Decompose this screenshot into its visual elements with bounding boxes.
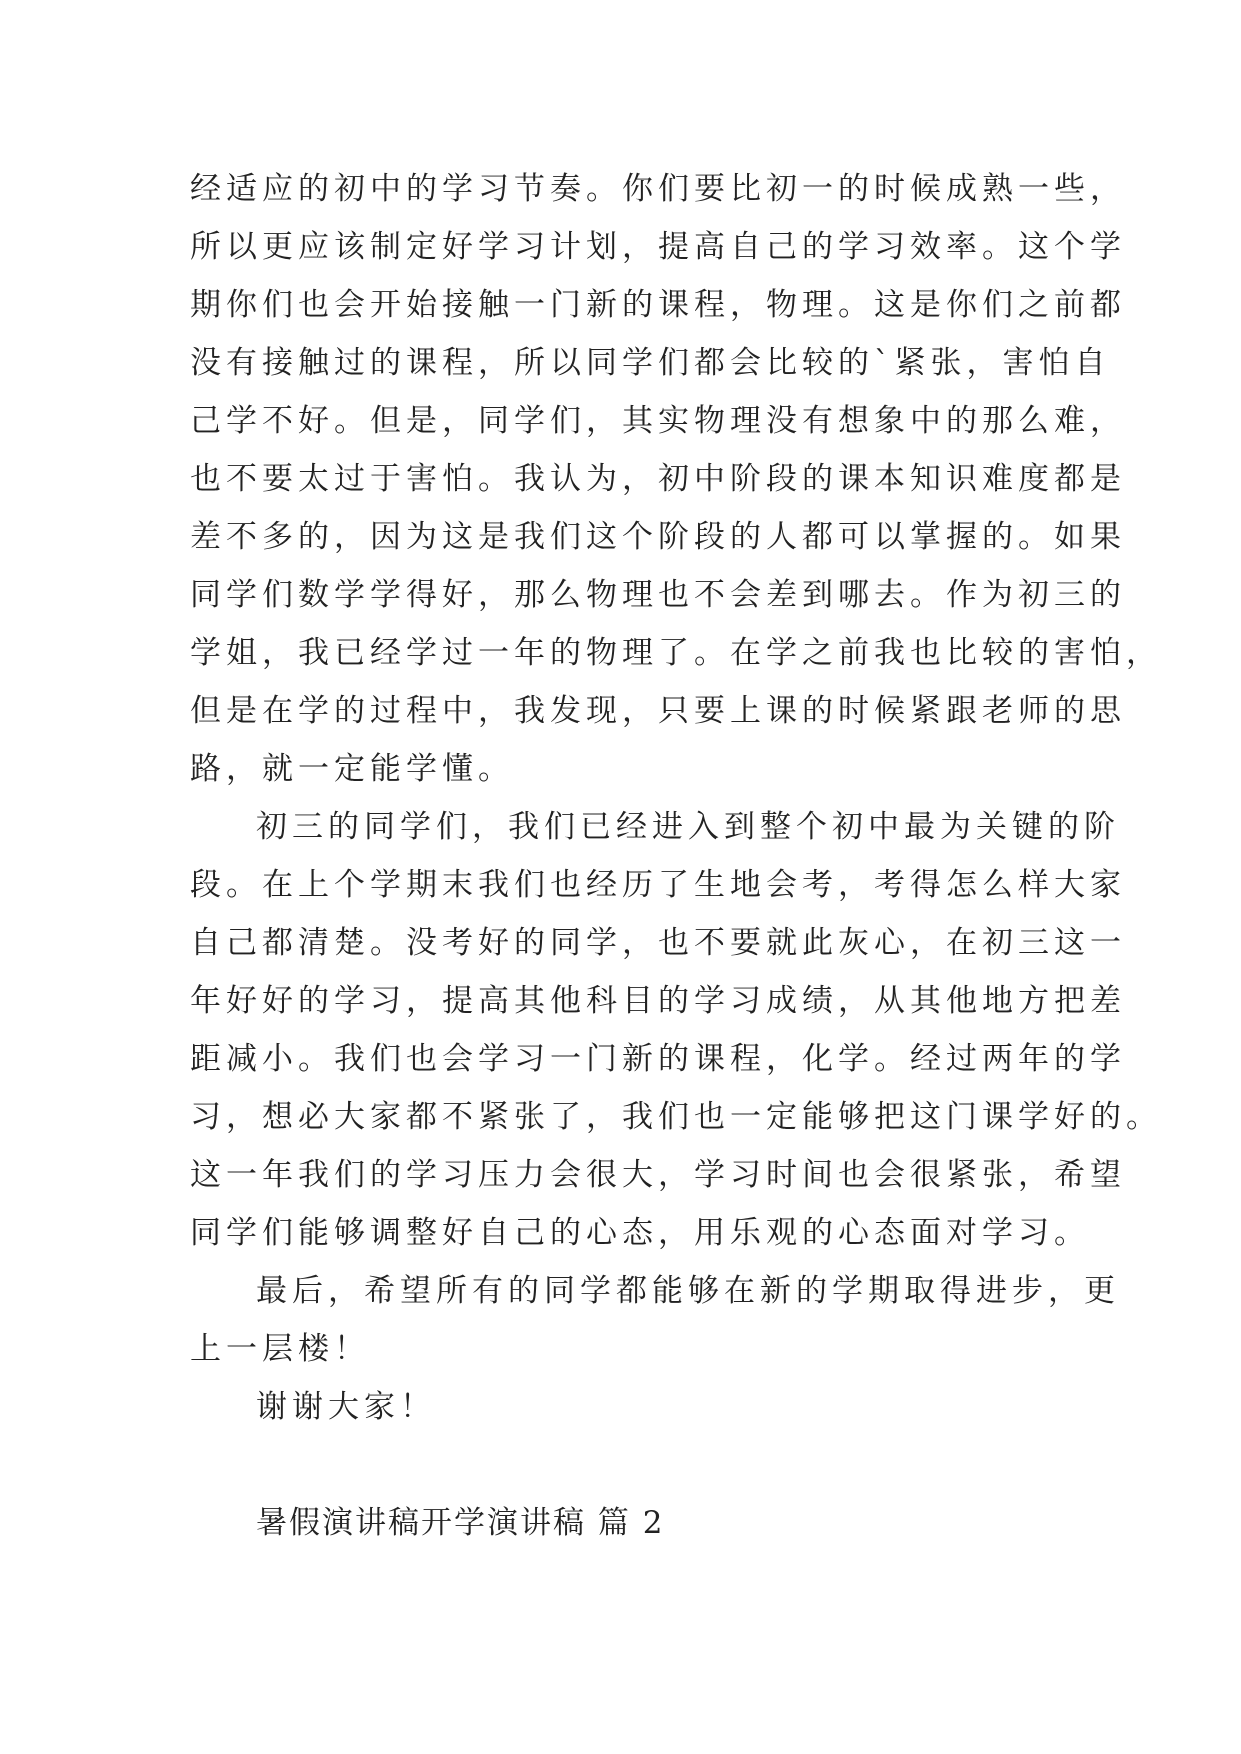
text-line: 经适应的初中的学习节奏。你们要比初一的时候成熟一些， (190, 171, 1126, 207)
text-line: 但是在学的过程中，我发现，只要上课的时候紧跟老师的思 (190, 693, 1126, 729)
text-line: 初三的同学们，我们已经进入到整个初中最为关键的阶 (256, 809, 1120, 845)
text-line: 期你们也会开始接触一门新的课程，物理。这是你们之前都 (190, 287, 1126, 323)
text-line: 习，想必大家都不紧张了，我们也一定能够把这门课学好的。 (190, 1099, 1162, 1135)
text-line: 路，就一定能学懂。 (190, 751, 514, 787)
paragraph (190, 1378, 1052, 1436)
text-line: 距减小。我们也会学习一门新的课程，化学。经过两年的学 (190, 1041, 1126, 1077)
text-line: 同学们数学学得好，那么物理也不会差到哪去。作为初三的 (190, 577, 1126, 613)
text-line: 这一年我们的学习压力会很大，学习时间也会很紧张，希望 (190, 1157, 1126, 1193)
paragraph (190, 160, 1162, 798)
text-line: 差不多的，因为这是我们这个阶段的人都可以掌握的。如果 (190, 519, 1126, 555)
section-title: 暑假演讲稿开学演讲稿 篇 2 (256, 1505, 665, 1541)
text-line: 上一层楼！ (190, 1331, 370, 1367)
text-line: 也不要太过于害怕。我认为，初中阶段的课本知识难度都是 (190, 461, 1126, 497)
text-line: 所以更应该制定好学习计划，提高自己的学习效率。这个学 (190, 229, 1126, 265)
text-line: 学姐，我已经学过一年的物理了。在学之前我也比较的害怕， (190, 635, 1162, 671)
text-line: 段。在上个学期末我们也经历了生地会考，考得怎么样大家 (190, 867, 1126, 903)
paragraph (190, 798, 1162, 1262)
text-line: 最后，希望所有的同学都能够在新的学期取得进步，更 (256, 1273, 1120, 1309)
text-line: 没有接触过的课程，所以同学们都会比较的`紧张，害怕自 (190, 345, 1111, 381)
text-line: 己学不好。但是，同学们，其实物理没有想象中的那么难， (190, 403, 1126, 439)
text-line: 年好好的学习，提高其他科目的学习成绩，从其他地方把差 (190, 983, 1126, 1019)
document-page (190, 160, 1162, 1552)
text-line: 谢谢大家！ (256, 1389, 436, 1425)
spacer (190, 1436, 1052, 1494)
text-line: 同学们能够调整好自己的心态，用乐观的心态面对学习。 (190, 1215, 1090, 1251)
text-line: 自己都清楚。没考好的同学，也不要就此灰心，在初三这一 (190, 925, 1126, 961)
paragraph (190, 1262, 1120, 1378)
